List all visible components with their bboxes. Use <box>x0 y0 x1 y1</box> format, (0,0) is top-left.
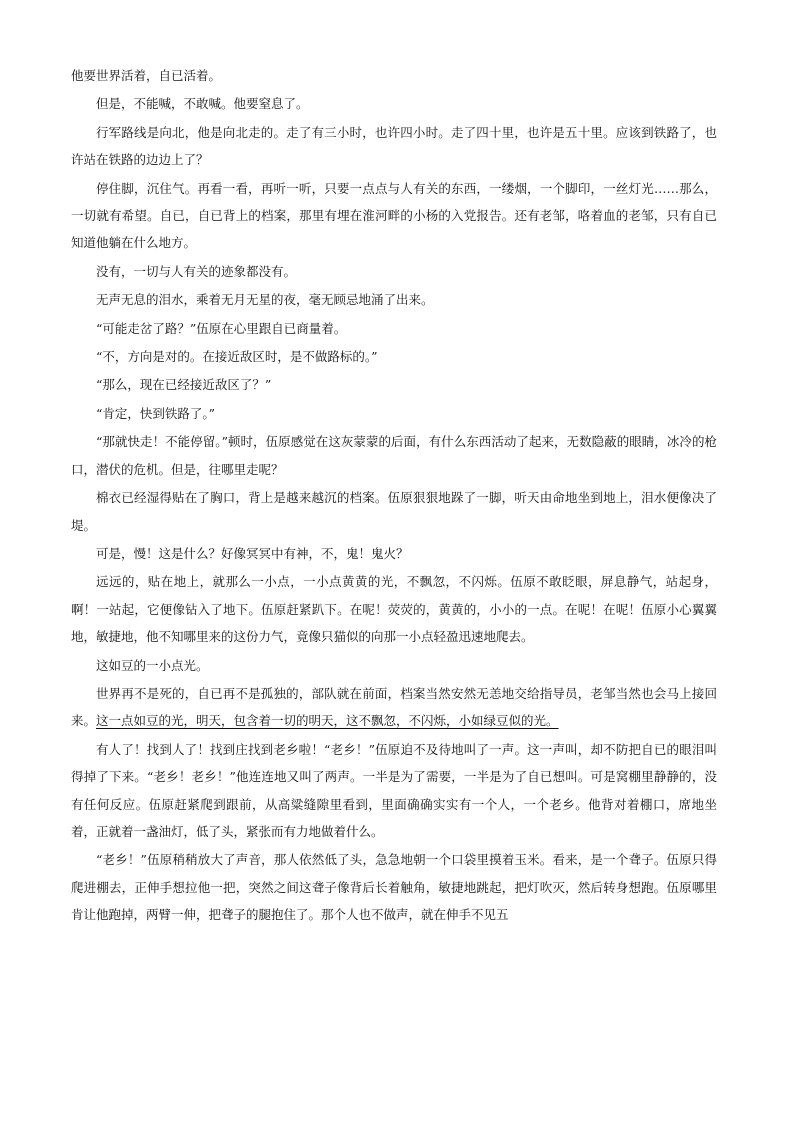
underlined-sentence: 这一点如豆的光，明天，包含着一切的明天，这不飘忽，不闪烁，小如绿豆似的光。 <box>96 713 559 729</box>
paragraph: “肯定，快到铁路了。” <box>96 405 216 421</box>
paragraph <box>71 680 717 735</box>
paragraph: 停住脚，沉住气。再看一看，再听一听，只要一点点与人有关的东西，一缕烟，一个脚印，一丝灯光……那么，一切就有希望。自已，自已背上的档案，那里有埋在淮河畔的小杨的入党报告。还有老邹，咯着血的老邹，只有自已知道他躺在什么地方。 <box>71 180 717 251</box>
paragraph: 但是，不能喊，不敢喊。他要窒息了。 <box>96 96 309 112</box>
paragraph: 这如豆的一小点光。 <box>96 657 209 673</box>
paragraph: “不，方向是对的。在接近敌区时，是不做路标的。” <box>96 349 378 365</box>
paragraph: 可是，慢！这是什么？好像冥冥中有神，不，鬼！鬼火？ <box>96 545 409 561</box>
paragraph: 他要世界活着，自已活着。 <box>71 68 222 83</box>
paragraph: “那就快走！不能停留。”顿时，伍原感觉在这灰蒙蒙的后面，有什么东西活动了起来，无数隐蔽的眼睛，冰冷的枪口，潜伏的危机。但是，往哪里走呢？ <box>71 434 717 477</box>
paragraph: 有人了！找到人了！找到庄找到老乡啦！“老乡！”伍原迫不及待地叫了一声。这一声叫，却不防把自已的眼泪叫得掉了下来。“老乡！老乡！”他连连地又叫了两声。一半是为了需要，一半是为了自已想叫。可是窝棚里静静的，没有任何反应。伍原赶紧爬到跟前，从高粱缝隙里看到，里面确确实实有一个人，一个老乡。他背对着棚口，席地坐着，正就着一盏油灯，低了头，紧张而有力地做着什么。 <box>71 741 717 839</box>
paragraph: “那么，现在已经接近敌区了？” <box>96 377 272 393</box>
document-page <box>71 62 717 929</box>
paragraph: “老乡！”伍原稍稍放大了声音，那人依然低了头，急急地朝一个口袋里摸着玉米。看来，是一个聋子。伍原只得爬进棚去，正伸手想拉他一把，突然之间这聋子像背后长着触角，敏捷地跳起，把灯吹灭，然后转身想跑。伍原哪里肯让他跑掉，两臂一伸，把聋子的腿抱住了。那个人也不做声，就在伸手不见五 <box>71 852 717 923</box>
paragraph: 无声无息的泪水，乘着无月无星的夜，毫无顾忌地涌了出来。 <box>96 292 434 308</box>
paragraph-text: 世界再不是死的，自已再不是孤独的，部队就在前面，档案当然安然无恙地交给指导员，老邹当然也会马上接回来。 <box>71 685 717 729</box>
paragraph: “可能走岔了路？”伍原在心里跟自已商量着。 <box>96 320 347 336</box>
paragraph: 远远的，贴在地上，就那么一小点，一小点黄黄的光，不飘忽，不闪烁。伍原不敢眨眼，屏息静气，站起身，啊！一站起，它便像钻入了地下。伍原赶紧趴下。在呢！荧荧的，黄黄的，小小的一点。在呢！在呢！伍原小心翼翼地，敏捷地，他不知哪里来的这份力气，竟像只猫似的向那一小点轻盈迅速地爬去。 <box>71 574 717 645</box>
paragraph: 没有，一切与人有关的迹象都没有。 <box>96 263 297 279</box>
paragraph: 棉衣已经湿得贴在了胸口，背上是越来越沉的档案。伍原狠狠地跺了一脚，听天由命地坐到地上，泪水便像决了堤。 <box>71 490 717 533</box>
paragraph: 行军路线是向北，他是向北走的。走了有三小时，也许四小时。走了四十里，也许是五十里。应该到铁路了，也许站在铁路的边边上了？ <box>71 124 717 168</box>
